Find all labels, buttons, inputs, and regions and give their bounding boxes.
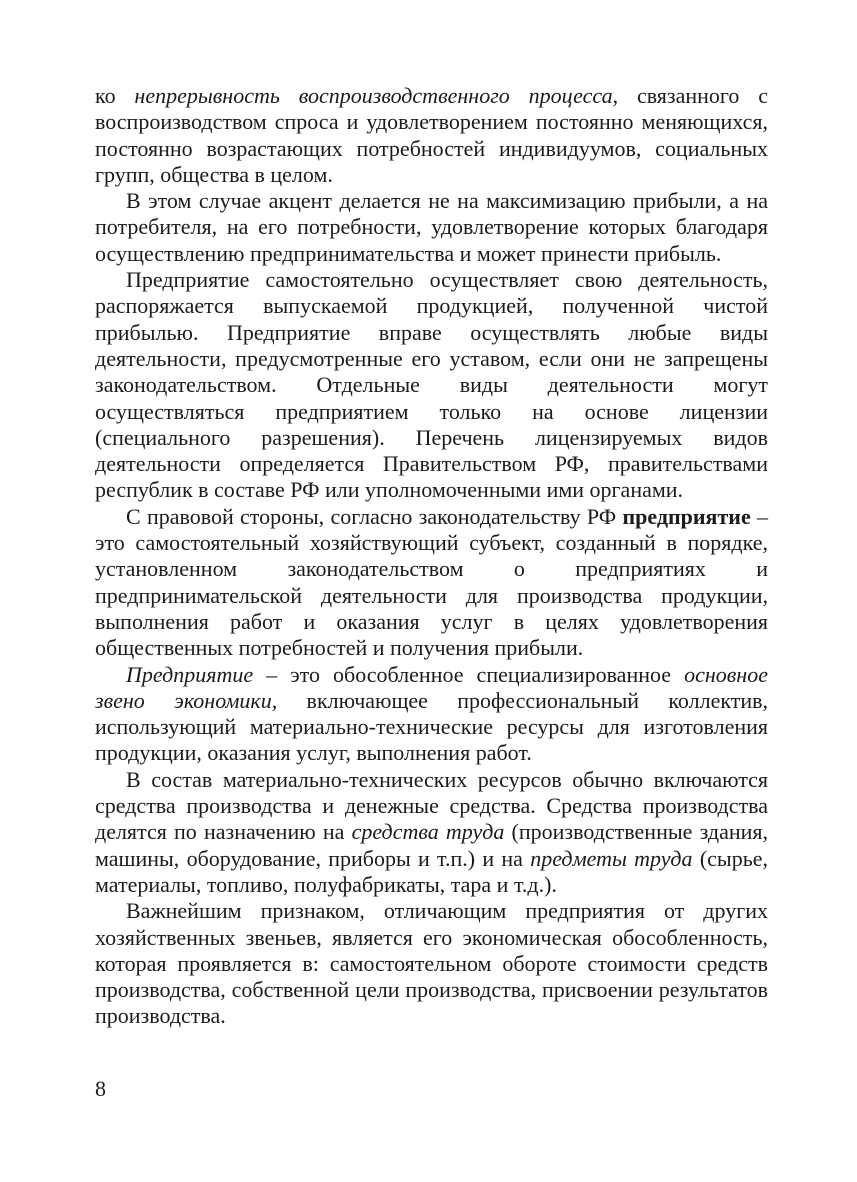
paragraph-4 (95, 504, 768, 662)
paragraph-1 (95, 83, 768, 188)
text-run: ко (95, 83, 135, 108)
text-run: – это обособленное специализированное (253, 661, 685, 687)
text-run: С правовой стороны, согласно законодательству РФ (126, 503, 623, 529)
page-number: 8 (95, 1076, 106, 1101)
text-run: (производственные здания, машины, оборудование, приборы и т.п.) и на (95, 819, 768, 871)
paragraph-3 (95, 267, 768, 504)
paragraph-2 (95, 188, 768, 267)
text-run: В этом случае акцент делается не на максимизацию прибыли, а на потребителя, на его потребности, удовлетворение которых благодаря осуществлению предпринимательства и может принести прибыль. (95, 188, 768, 266)
page-body (95, 83, 768, 1030)
paragraph-6 (95, 767, 768, 898)
text-run: (сырье, материалы, топливо, полуфабрикаты, тара и т.д.). (95, 845, 768, 897)
paragraph-5 (95, 662, 768, 767)
italic-term: основное звено экономики, (95, 661, 768, 713)
text-run: Предприятие самостоятельно осуществляет свою деятельность, распоряжается выпускаемой продукцией, полученной чистой прибылью. Предприятие вправе осуществлять любые виды деятельности, предусмотренные его уставом, если они не запрещены законодательством. Отдельные виды деятельности могут осуществляться предприятием только на основе лицензии (специального разрешения). Перечень лицензируемых видов деятельности определяется Правительством РФ, правительствами республик в составе РФ или уполномоченными ими органами. (95, 267, 768, 503)
italic-term: средства труда (351, 819, 505, 845)
italic-term: непрерывность воспроизводственного процесса (134, 83, 613, 108)
paragraph-7 (95, 898, 768, 1029)
text-run: включающее профессиональный коллектив, использующий материально-технические ресурсы для изготовления продукции, оказания услуг, выполнения работ. (95, 687, 769, 766)
bold-term: предприятие (622, 503, 751, 529)
text-run: Важнейшим признаком, отличающим предприятия от других хозяйственных звеньев, является его экономическая обособленность, которая проявляется в: самостоятельном обороте стоимости средств производства, собственной цели производства, присвоении результатов производства. (95, 898, 768, 1029)
italic-term: Предприятие (126, 661, 254, 687)
italic-term: предметы труда (530, 845, 693, 871)
text-run: В состав материально-технических ресурсов обычно включаются средства производства и денежные средства. Средства производства делятся по назначению на (95, 766, 768, 845)
text-run: , связанного с воспроизводством спроса и удовлетворением постоянно меняющихся, постоянно возрастающих потребностей индивидуумов, социальных групп, общества в целом. (95, 83, 768, 187)
text-run: – это самостоятельный хозяйствующий субъект, созданный в порядке, установленном законодательством о предприятиях и предпринимательской деятельности для производства продукции, выполнения работ и оказания услуг в целях удовлетворения общественных потребностей и получения прибыли. (95, 503, 768, 661)
